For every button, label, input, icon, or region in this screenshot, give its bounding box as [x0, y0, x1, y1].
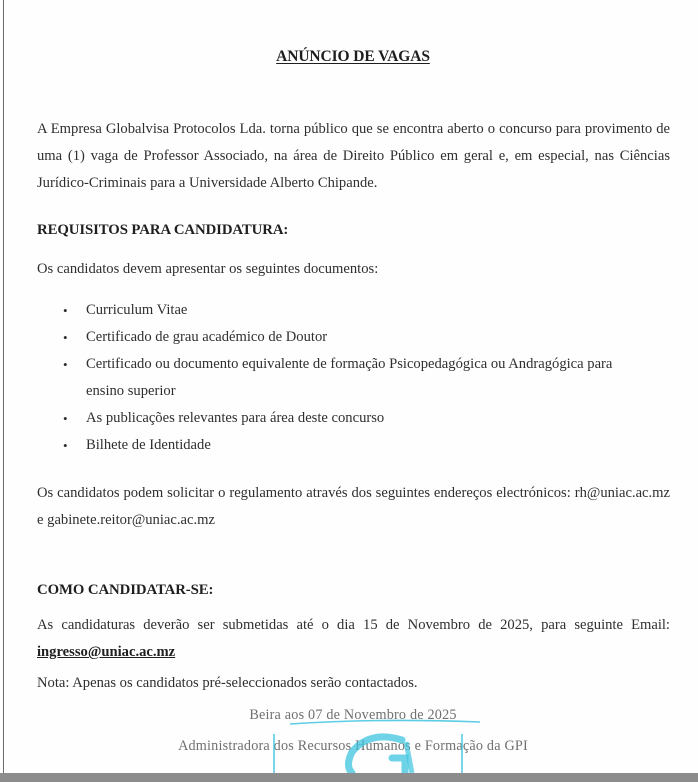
- email-link-rh[interactable]: rh@uniac.ac.mz: [574, 485, 670, 501]
- requirement-item: [37, 432, 670, 459]
- requirements-heading: REQUISITOS PARA CANDIDATURA:: [37, 222, 289, 238]
- requirement-text: Certificado ou documento equivalente de formação Psicopedagógica ou Andragógica para ensino superior: [86, 356, 613, 399]
- requirement-text: Certificado de grau académico de Doutor: [86, 329, 328, 345]
- requirements-list: [37, 297, 670, 459]
- place-date: Beira aos 07 de Novembro de 2025: [249, 707, 457, 723]
- how-to-apply-text: As candidaturas deverão ser submetidas até o dia 15 de Novembro de 2025, para seguinte Email:: [37, 617, 670, 633]
- requirement-text: Bilhete de Identidade: [86, 437, 211, 453]
- requirement-item: [37, 405, 670, 432]
- regulation-text: Os candidatos podem solicitar o regulamento através dos seguintes endereços electrónicos:: [37, 485, 571, 501]
- requirement-item: [37, 324, 670, 351]
- email-link-reitor[interactable]: gabinete.reitor@uniac.ac.mz: [47, 512, 215, 528]
- how-to-apply-heading: COMO CANDIDATAR-SE:: [37, 582, 214, 598]
- note-text: Nota: Apenas os candidatos pré-seleccionados serão contactados.: [37, 675, 418, 691]
- page-border-left: [3, 0, 4, 773]
- bullet-icon: •: [63, 357, 68, 372]
- email-link-ingresso[interactable]: ingresso@uniac.ac.mz: [37, 644, 176, 660]
- regulation-paragraph: [37, 480, 670, 534]
- bullet-icon: •: [63, 330, 68, 345]
- document-title: ANÚNCIO DE VAGAS: [276, 48, 430, 65]
- signatory: Administradora dos Recursos Humanos e Formação da GPI: [178, 738, 528, 754]
- requirements-lead: Os candidatos devem apresentar os seguintes documentos:: [37, 261, 379, 277]
- how-to-apply-paragraph: [37, 612, 670, 666]
- requirement-item: [37, 351, 670, 405]
- bullet-icon: •: [63, 411, 68, 426]
- requirement-text: As publicações relevantes para área deste concurso: [86, 410, 385, 426]
- requirement-item: [37, 297, 670, 324]
- email-connector: e: [37, 512, 48, 528]
- bullet-icon: •: [63, 438, 68, 453]
- intro-paragraph: A Empresa Globalvisa Protocolos Lda. torna público que se encontra aberto o concurso para provimento de uma (1) vaga de Professor Associado, na área de Direito Público em geral e, em especial, nas Ciências Jurídico-Criminais para a Universidade Alberto Chipande.: [37, 121, 670, 191]
- requirement-text: Curriculum Vitae: [86, 302, 188, 318]
- viewer-bottom-bar: [0, 773, 698, 782]
- bullet-icon: •: [63, 303, 68, 318]
